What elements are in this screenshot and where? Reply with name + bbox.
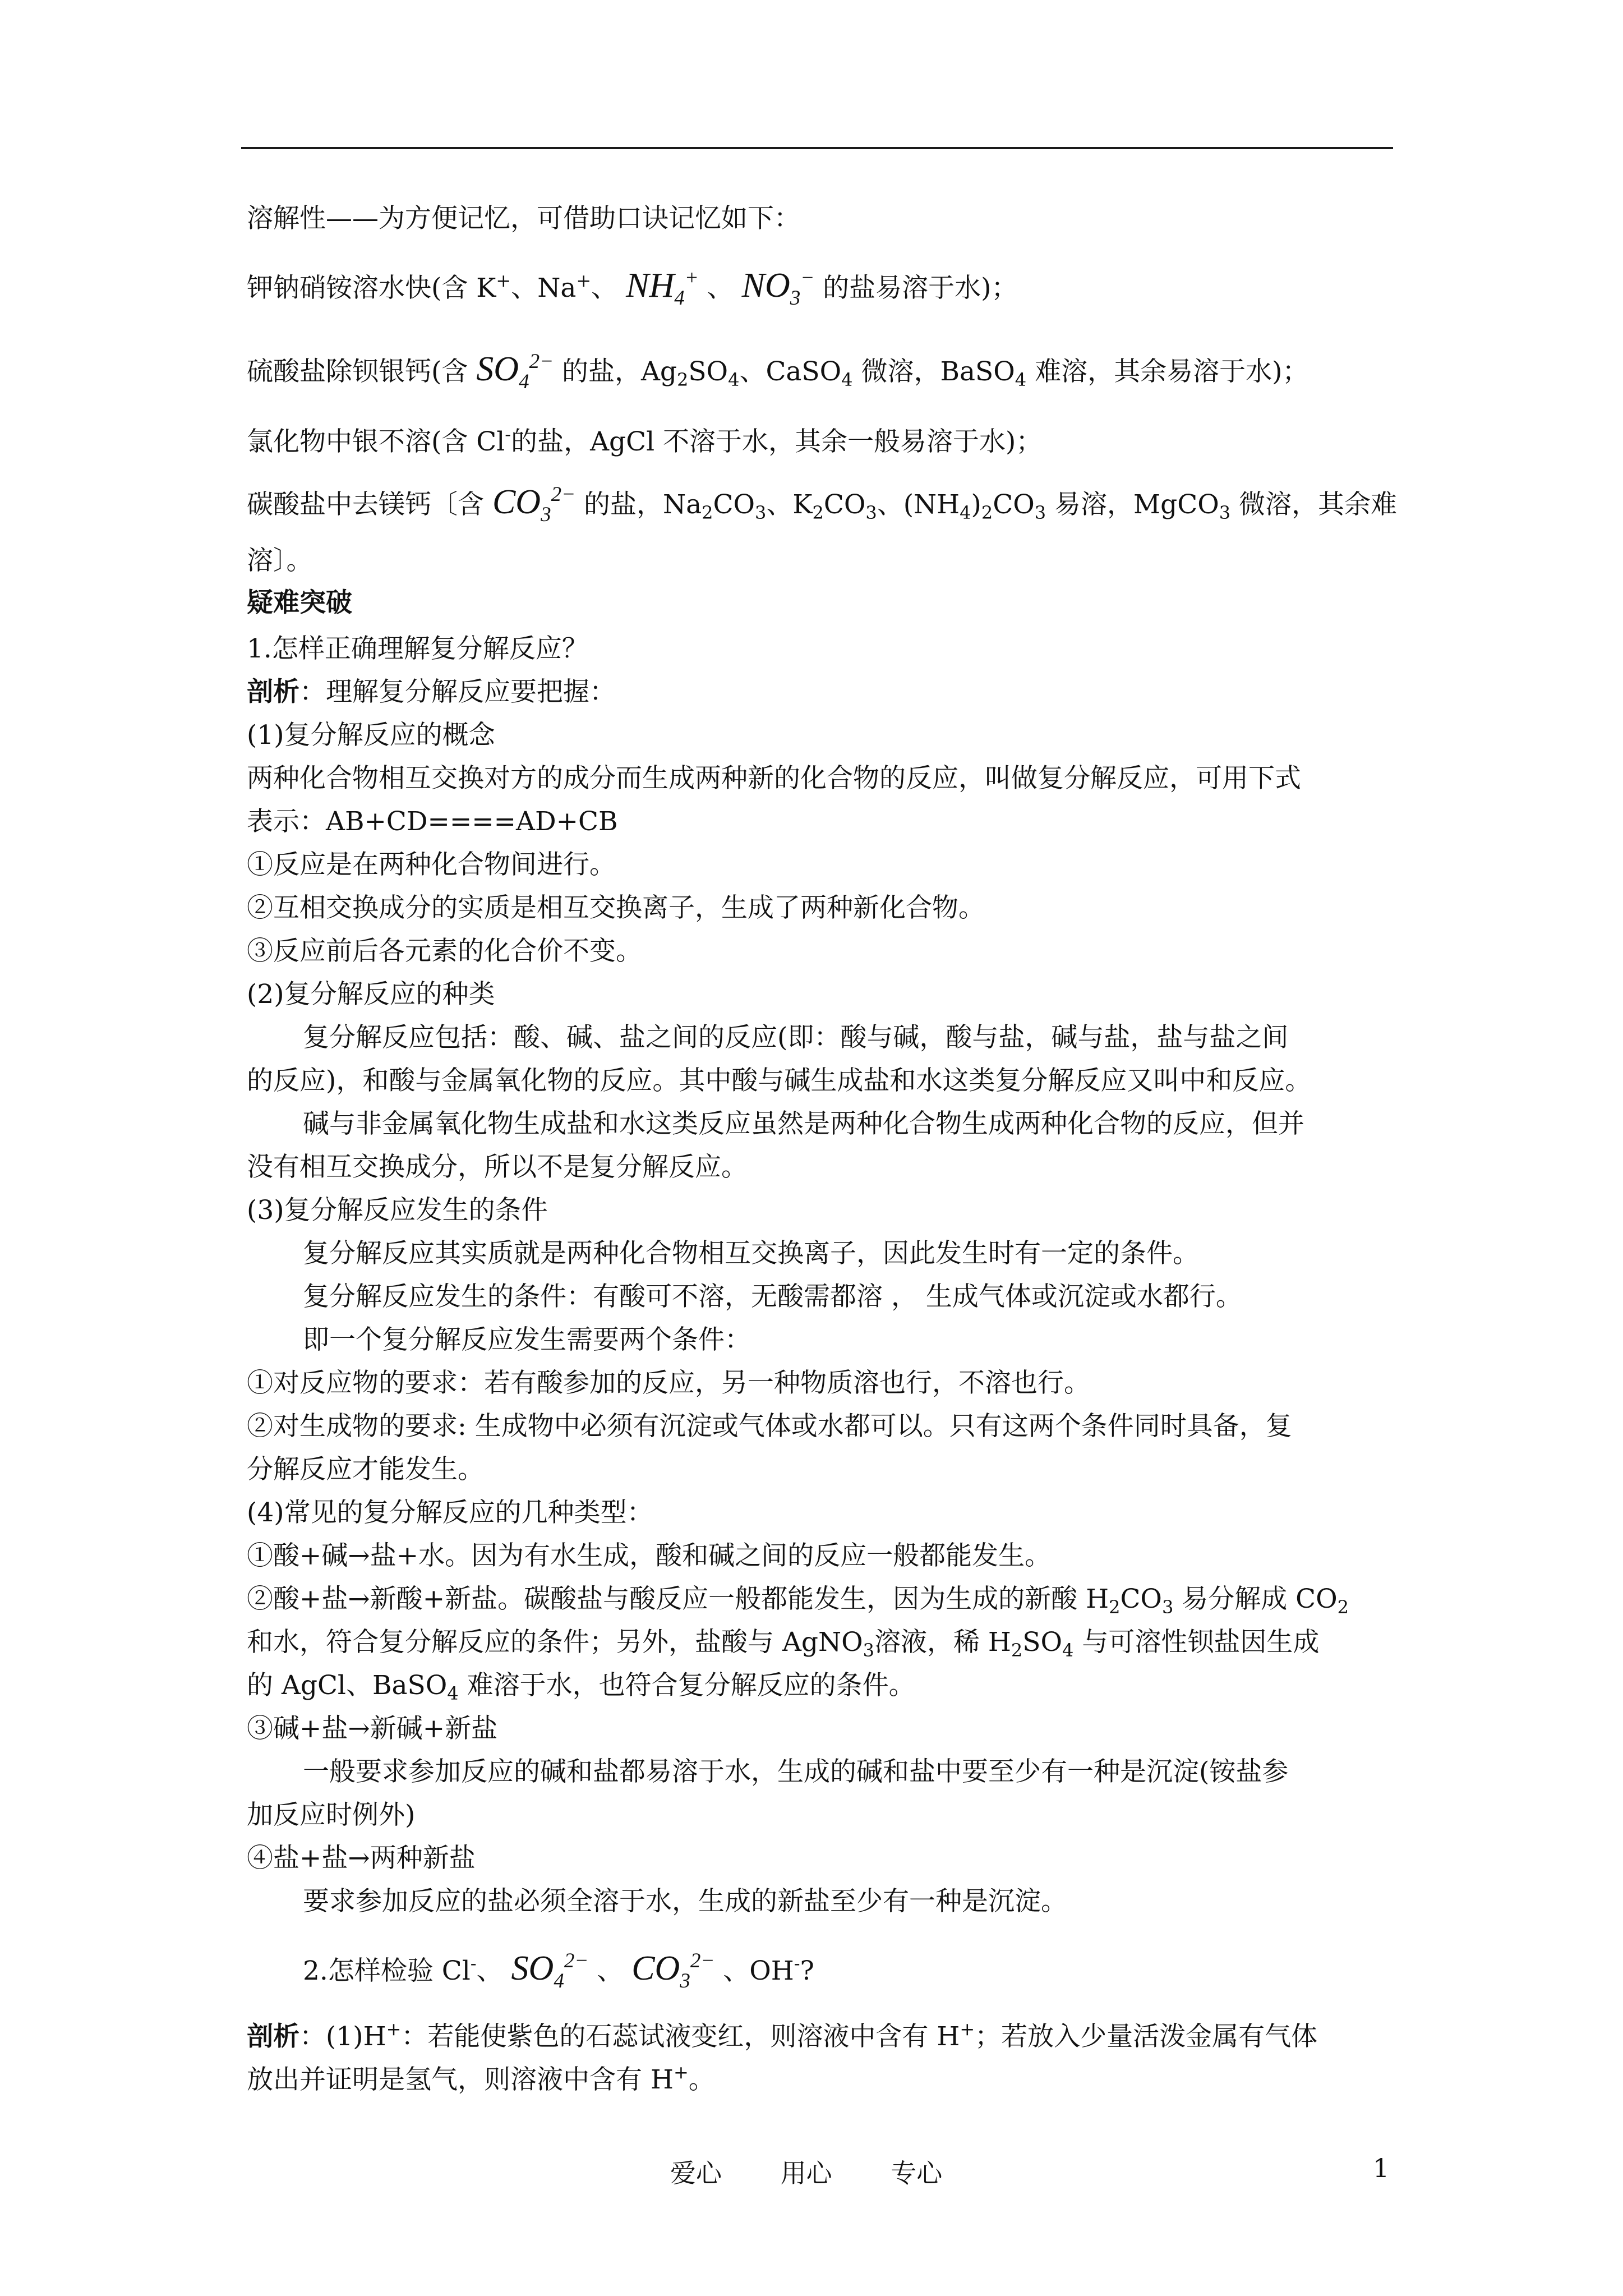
ion-symbol: CO <box>492 483 541 521</box>
paragraph-line: 加反应时例外) <box>247 1800 416 1830</box>
text-run: 、CaSO <box>739 356 842 387</box>
text-run: 硫酸盐除钡银钙(含 <box>247 356 477 387</box>
paragraph-line: 复分解反应包括：酸、碱、盐之间的反应(即：酸与碱，酸与盐，碱与盐，盐与盐之间 <box>303 1022 1289 1053</box>
paragraph-line: 两种化合物相互交换对方的成分而生成两种新的化合物的反应，叫做复分解反应，可用下式 <box>247 763 1301 794</box>
ion-charge: 2− <box>690 1949 715 1972</box>
superscript: + <box>576 270 592 291</box>
text-run: 、 <box>476 1955 511 1986</box>
ion-charge: − <box>800 266 815 289</box>
text-run: 难溶于水，也符合复分解反应的条件。 <box>458 1670 915 1701</box>
text-run: 放出并证明是氢气，则溶液中含有 H <box>247 2064 674 2095</box>
text-run: 、K <box>766 489 813 520</box>
paragraph-line: 复分解反应发生的条件：有酸可不溶，无酸需都溶 ， 生成气体或沉淀或水都行。 <box>303 1281 1242 1312</box>
subscript: 2 <box>702 502 713 523</box>
text-run: 、(NH <box>877 489 960 520</box>
text-run: CO <box>713 489 755 520</box>
paragraph-line: 即一个复分解反应发生需要两个条件： <box>303 1324 751 1355</box>
bold-label: 剖析 <box>247 2021 299 2052</box>
text-run: 、OH <box>714 1955 794 1986</box>
text-run: 易分解成 CO <box>1173 1584 1338 1614</box>
section-heading: 疑难突破 <box>247 587 352 618</box>
list-item: ③反应前后各元素的化合价不变。 <box>247 936 642 967</box>
mnemonic-line: 溶〕。 <box>247 545 313 576</box>
subscript: 3 <box>755 502 767 523</box>
page-number: 1 <box>1373 2153 1390 2183</box>
superscript: - <box>470 1953 477 1974</box>
superscript: - <box>505 424 511 445</box>
text-run: ：若能使紫色的石蕊试液变红，则溶液中含有 H <box>401 2021 960 2052</box>
ion-subscript: 4 <box>674 287 685 310</box>
paragraph-line: 一般要求参加反应的碱和盐都易溶于水，生成的碱和盐中要至少有一种是沉淀(铵盐参 <box>303 1756 1289 1787</box>
paragraph-line <box>247 1669 915 1710</box>
ion-formula <box>476 350 554 393</box>
ion-subscript: 4 <box>519 370 529 393</box>
text-run: CO <box>993 489 1035 520</box>
page-footer <box>670 2153 993 2190</box>
text-run: 的盐，AgCl 不溶于水，其余一般易溶于水)； <box>511 426 1043 457</box>
subscript: 4 <box>841 369 853 390</box>
subsection-title: (4)常见的复分解反应的几种类型： <box>247 1497 653 1528</box>
subscript: 2 <box>677 369 689 390</box>
subsection-title: (1)复分解反应的概念 <box>247 720 495 751</box>
question-title: 1.怎样正确理解复分解反应？ <box>247 633 588 664</box>
solubility-intro: 溶解性——为方便记忆，可借助口诀记忆如下： <box>247 203 800 234</box>
subscript: 2 <box>1011 1640 1023 1661</box>
text-run: ? <box>800 1955 814 1986</box>
subscript: 4 <box>447 1683 459 1704</box>
text-run: CO <box>1120 1584 1162 1614</box>
text-run: 微溶，BaSO <box>852 356 1015 387</box>
ion-formula <box>492 483 576 526</box>
ion-symbol: SO <box>476 350 519 388</box>
footer-motto: 专心 <box>891 2158 943 2188</box>
text-run: SO <box>1022 1627 1063 1658</box>
subscript: 3 <box>1219 502 1231 523</box>
subscript: 2 <box>1337 1596 1349 1618</box>
superscript: - <box>794 1953 800 1974</box>
text-run: 钾钠硝铵溶水快(含 K <box>247 273 496 303</box>
subsection-title: (3)复分解反应发生的条件 <box>247 1195 548 1226</box>
header-rule <box>241 147 1393 149</box>
subscript: 3 <box>863 1640 874 1661</box>
text-run: CO <box>823 489 866 520</box>
ion-formula <box>626 266 699 310</box>
subscript: 2 <box>981 502 993 523</box>
subscript: 3 <box>1161 1596 1174 1618</box>
paragraph-line: 分解反应才能发生。 <box>247 1454 484 1485</box>
text-run: 和水，符合复分解反应的条件；另外，盐酸与 AgNO <box>247 1627 863 1658</box>
ion-formula <box>631 1949 715 1993</box>
subscript: 2 <box>1109 1596 1121 1618</box>
question-title <box>303 1944 814 1998</box>
paragraph-line: 表示：AB+CD====AD+CB <box>247 806 618 837</box>
list-item: ②互相交换成分的实质是相互交换离子，生成了两种新化合物。 <box>247 892 985 923</box>
ion-formula <box>511 1949 589 1993</box>
ion-subscript: 3 <box>790 287 801 310</box>
list-item: ②对生成物的要求: 生成物中必须有沉淀或气体或水都可以。只有这两个条件同时具备，复 <box>247 1411 1292 1442</box>
text-run: SO <box>688 356 728 387</box>
paragraph-line: 没有相互交换成分，所以不是复分解反应。 <box>247 1152 748 1182</box>
ion-symbol: NO <box>741 266 790 305</box>
ion-subscript: 4 <box>554 1970 564 1993</box>
text-run: 与可溶性钡盐因生成 <box>1073 1627 1320 1658</box>
footer-motto: 爱心 <box>670 2158 722 2188</box>
paragraph-line <box>247 1626 1319 1667</box>
mnemonic-line <box>247 417 1042 459</box>
superscript: + <box>386 2018 402 2040</box>
mnemonic-line <box>247 261 1018 315</box>
paragraph-line: 碱与非金属氧化物生成盐和水这类反应虽然是两种化合物生成两种化合物的反应，但并 <box>303 1108 1304 1139</box>
text-run: 难溶，其余易溶于水)； <box>1026 356 1309 387</box>
ion-symbol: CO <box>631 1949 680 1987</box>
subscript: 4 <box>1062 1640 1074 1661</box>
text-run: ②酸+盐→新酸+新盐。碳酸盐与酸反应一般都能发生，因为生成的新酸 H <box>247 1584 1109 1614</box>
paragraph-line: 复分解反应其实质就是两种化合物相互交换离子，因此发生时有一定的条件。 <box>303 1238 1199 1269</box>
text-run: 的盐，Na <box>575 489 702 520</box>
analysis-line <box>247 675 616 709</box>
list-item: ④盐+盐→两种新盐 <box>247 1843 476 1874</box>
text-run: 、 <box>588 1955 632 1986</box>
ion-symbol: NH <box>626 266 675 305</box>
list-item: ①对反应物的要求：若有酸参加的反应，另一种物质溶也行，不溶也行。 <box>247 1368 1090 1398</box>
subscript: 4 <box>1015 369 1027 390</box>
subscript: 4 <box>960 502 971 523</box>
ion-charge: 2− <box>529 350 554 373</box>
bold-label: 剖析 <box>247 677 299 707</box>
text-run: 、Na <box>511 273 577 303</box>
superscript: + <box>673 2062 689 2083</box>
text-run: 。 <box>688 2064 715 2095</box>
ion-charge: 2− <box>564 1949 589 1972</box>
list-item <box>247 1582 1349 1624</box>
superscript: + <box>960 2018 975 2040</box>
subscript: 3 <box>1034 502 1046 523</box>
text-run: 的盐，Ag <box>554 356 677 387</box>
text-run: ：(1)H <box>299 2021 386 2052</box>
ion-subscript: 3 <box>680 1970 690 1993</box>
ion-subscript: 3 <box>541 503 551 526</box>
ion-formula <box>741 266 815 310</box>
text-run: 2.怎样检验 Cl <box>303 1955 471 1986</box>
subscript: 4 <box>728 369 740 390</box>
footer-motto: 用心 <box>780 2158 832 2188</box>
text-run: 氯化物中银不溶(含 Cl <box>247 426 505 457</box>
text-run: ：理解复分解反应要把握： <box>299 677 616 707</box>
ion-charge: 2− <box>551 483 576 506</box>
mnemonic-line <box>247 478 1397 532</box>
paragraph-line: 要求参加反应的盐必须全溶于水，生成的新盐至少有一种是沉淀。 <box>303 1886 1067 1917</box>
text-run: ；若放入少量活泼金属有气体 <box>975 2021 1318 2052</box>
mnemonic-line <box>247 345 1308 399</box>
analysis-line <box>247 2055 715 2097</box>
text-run: 、 <box>698 273 742 303</box>
superscript: + <box>496 270 511 291</box>
text-run: ) <box>971 489 981 520</box>
subscript: 2 <box>812 502 824 523</box>
list-item: ①反应是在两种化合物间进行。 <box>247 849 616 880</box>
ion-charge: + <box>684 266 699 289</box>
text-run: 微溶，其余难 <box>1230 489 1398 520</box>
text-run: 、 <box>591 273 626 303</box>
list-item: ③碱+盐→新碱+新盐 <box>247 1713 498 1744</box>
text-run: 碳酸盐中去镁钙〔含 <box>247 489 492 520</box>
text-run: 溶液，稀 H <box>874 1627 1011 1658</box>
paragraph-line: 的反应)，和酸与金属氧化物的反应。其中酸与碱生成盐和水这类复分解反应又叫中和反应。 <box>247 1065 1312 1096</box>
text-run: 的盐易溶于水)； <box>814 273 1018 303</box>
subsection-title: (2)复分解反应的种类 <box>247 979 495 1010</box>
analysis-line <box>247 2012 1317 2054</box>
subscript: 3 <box>865 502 877 523</box>
text-run: 易溶，MgCO <box>1046 489 1219 520</box>
ion-symbol: SO <box>511 1949 554 1987</box>
text-run: 的 AgCl、BaSO <box>247 1670 448 1701</box>
list-item: ①酸+碱→盐+水。因为有水生成，酸和碱之间的反应一般都能发生。 <box>247 1540 1052 1571</box>
